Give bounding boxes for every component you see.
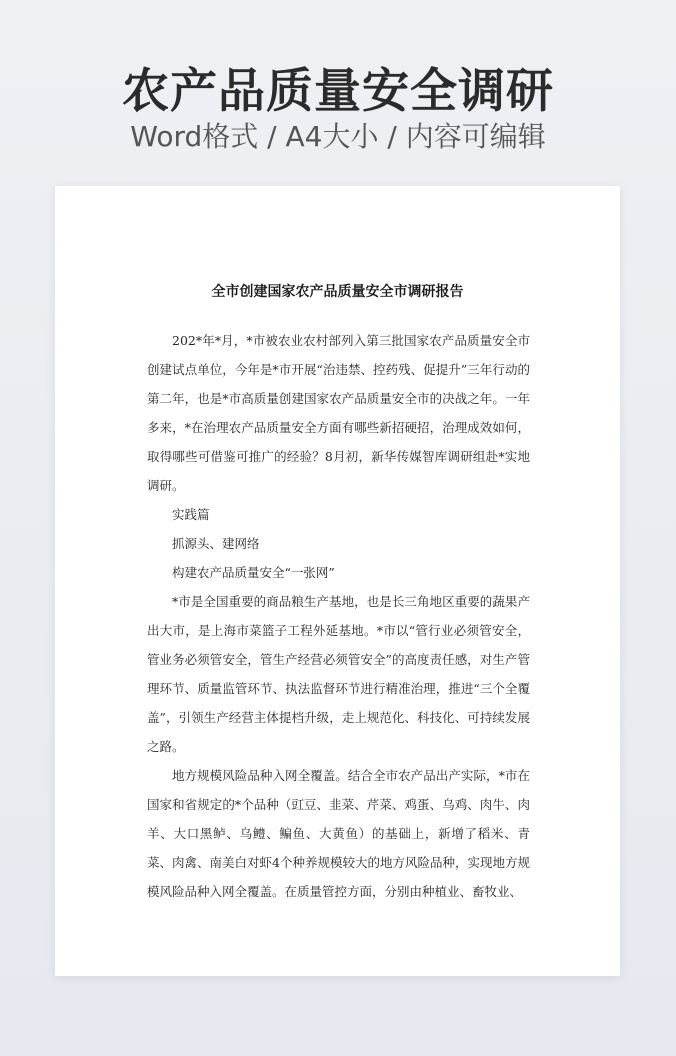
banner	[0, 0, 676, 186]
paragraph-risk-varieties: 地方规模风险品种入网全覆盖。结合全市农产品出产实际，*市在国家和省规定的*个品种（豇豆、韭菜、芹菜、鸡蛋、乌鸡、肉牛、肉羊、大口黑鲈、乌鳢、鳊鱼、大黄鱼）的基础上，新增了稻米、青菜、肉禽、南美白对虾4个种养规模较大的地方风险品种，实现地方规模风险品种入网全覆盖。在质量管控方面，分别由种植业、畜牧业、	[147, 768, 530, 899]
document-title: 全市创建国家农产品质量安全市调研报告	[211, 284, 464, 300]
paragraph-city-overview: *市是全国重要的商品粮生产基地，也是长三角地区重要的蔬果产出大市，是上海市菜篮子工程外延基地。*市以“管行业必须管安全，管业务必须管安全，管生产经营必须管安全”的高度责任感，对生产管理环节、质量监管环节、执法监督环节进行精准治理，推进“三个全覆盖”，引领生产经营主体提档升级，走上规范化、科技化、可持续发展之路。	[147, 594, 530, 754]
document-body	[147, 326, 530, 906]
subheading-network: 构建农产品质量安全“一张网”	[172, 565, 335, 580]
banner-subtitle: Word格式 / A4大小 / 内容可编辑	[130, 120, 546, 153]
document-page	[55, 186, 620, 976]
banner-title: 农产品质量安全调研	[122, 64, 554, 119]
paragraph-intro: 202*年*月，*市被农业农村部列入第三批国家农产品质量安全市创建试点单位，今年是*市开展“治违禁、控药残、促提升”三年行动的第二年，也是*市高质量创建国家农产品质量安全市的决战之年。一年多来，*在治理农产品质量安全方面有哪些新招硬招，治理成效如何，取得哪些可借鉴可推广的经验？8月初，新华传媒智库调研组赴*实地调研。	[147, 333, 530, 493]
section-heading-practice: 实践篇	[172, 507, 210, 522]
subheading-source: 抓源头、建网络	[172, 536, 260, 551]
